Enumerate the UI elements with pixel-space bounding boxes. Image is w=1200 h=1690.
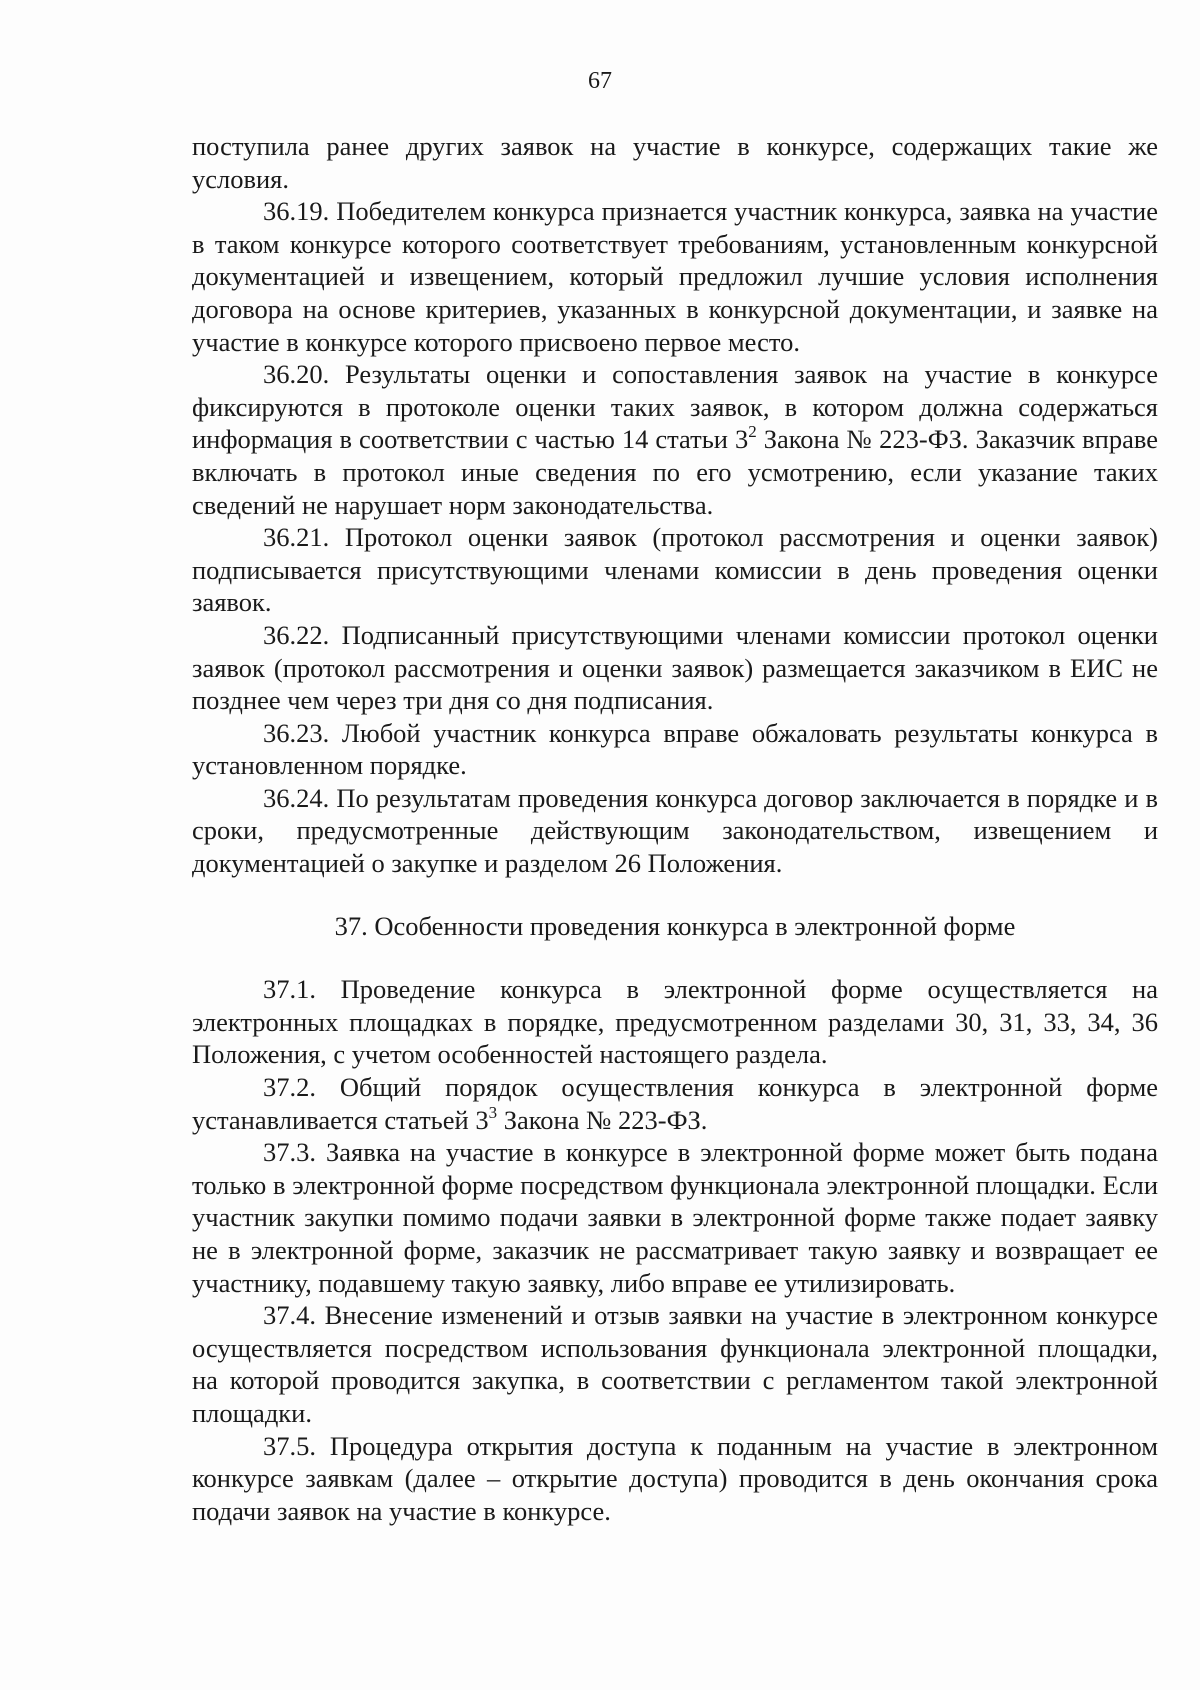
paragraph-continuation: поступила ранее других заявок на участие в конкурсе, содержащих такие же условия.	[192, 131, 1158, 194]
paragraph-37-4: 37.4. Внесение изменений и отзыв заявки на участие в электронном конкурсе осуществляется посредством использования функционала электронной площадки, на которой проводится закупка, в соответствии с регламентом такой электронной площадки.	[192, 1300, 1158, 1428]
paragraph-37-2	[192, 1071, 1158, 1136]
document-body	[192, 130, 1158, 1527]
paragraph-37-2-text-a: 37.2. Общий порядок осуществления конкурса в электронной форме устанавливается статьей 3	[192, 1072, 1158, 1135]
paragraph-36-21: 36.21. Протокол оценки заявок (протокол рассмотрения и оценки заявок) подписывается присутствующими членами комиссии в день проведения оценки заявок.	[192, 522, 1158, 618]
paragraph-37-2-text-b: Закона № 223-ФЗ.	[497, 1104, 708, 1135]
paragraph-36-23: 36.23. Любой участник конкурса вправе обжаловать результаты конкурса в установленном порядке.	[192, 717, 1158, 781]
paragraph-37-1: 37.1. Проведение конкурса в электронной форме осуществляется на электронных площадках в порядке, предусмотренном разделами 30, 31, 33, 34, 36 Положения, с учетом особенностей настоящего раздела.	[192, 974, 1158, 1070]
superscript-3: 3	[488, 1102, 498, 1122]
paragraph-36-19: 36.19. Победителем конкурса признается участник конкурса, заявка на участие в таком конкурсе которого соответствует требованиям, установленным конкурсной документацией и извещением, который предложил лучшие условия исполнения договора на основе критериев, указанных в конкурсной документации, и заявке на участие в конкурсе которого присвоено первое место.	[192, 196, 1158, 357]
paragraph-37-5: 37.5. Процедура открытия доступа к поданным на участие в электронном конкурсе заявкам (далее – открытие доступа) проводится в день окончания срока подачи заявок на участие в конкурсе.	[192, 1430, 1158, 1526]
paragraph-36-22: 36.22. Подписанный присутствующими членами комиссии протокол оценки заявок (протокол рассмотрения и оценки заявок) размещается заказчиком в ЕИС не позднее чем через три дня со дня подписания.	[192, 619, 1158, 716]
paragraph-36-24: 36.24. По результатам проведения конкурса договор заключается в порядке и в сроки, предусмотренные действующим законодательством, извещением и документацией о закупке и разделом 26 Положения.	[192, 782, 1158, 879]
page-number: 67	[588, 68, 612, 94]
paragraph-37-3: 37.3. Заявка на участие в конкурсе в электронной форме может быть подана только в электронной форме посредством функционала электронной площадки. Если участник закупки помимо подачи заявки в электронной форме также подает заявку не в электронной форме, заказчик не рассматривает такую заявку и возвращает ее участнику, подавшему такую заявку, либо вправе ее утилизировать.	[192, 1137, 1158, 1298]
superscript-2: 2	[748, 422, 757, 442]
paragraph-36-20-text-b: Закона № 223-ФЗ. Заказчик вправе включать в протокол иные сведения по его усмотрению, если указание таких сведений не нарушает норм законодательства.	[192, 424, 1158, 520]
paragraph-36-20	[192, 358, 1158, 521]
section-heading-37: 37. Особенности проведения конкурса в электронной форме	[334, 910, 1016, 941]
paragraph-36-20-text-a: 36.20. Результаты оценки и сопоставления заявок на участие в конкурсе фиксируются в протоколе оценки таких заявок, в котором должна содержаться информация в соответствии с частью 14 статьи 3	[192, 359, 1158, 455]
